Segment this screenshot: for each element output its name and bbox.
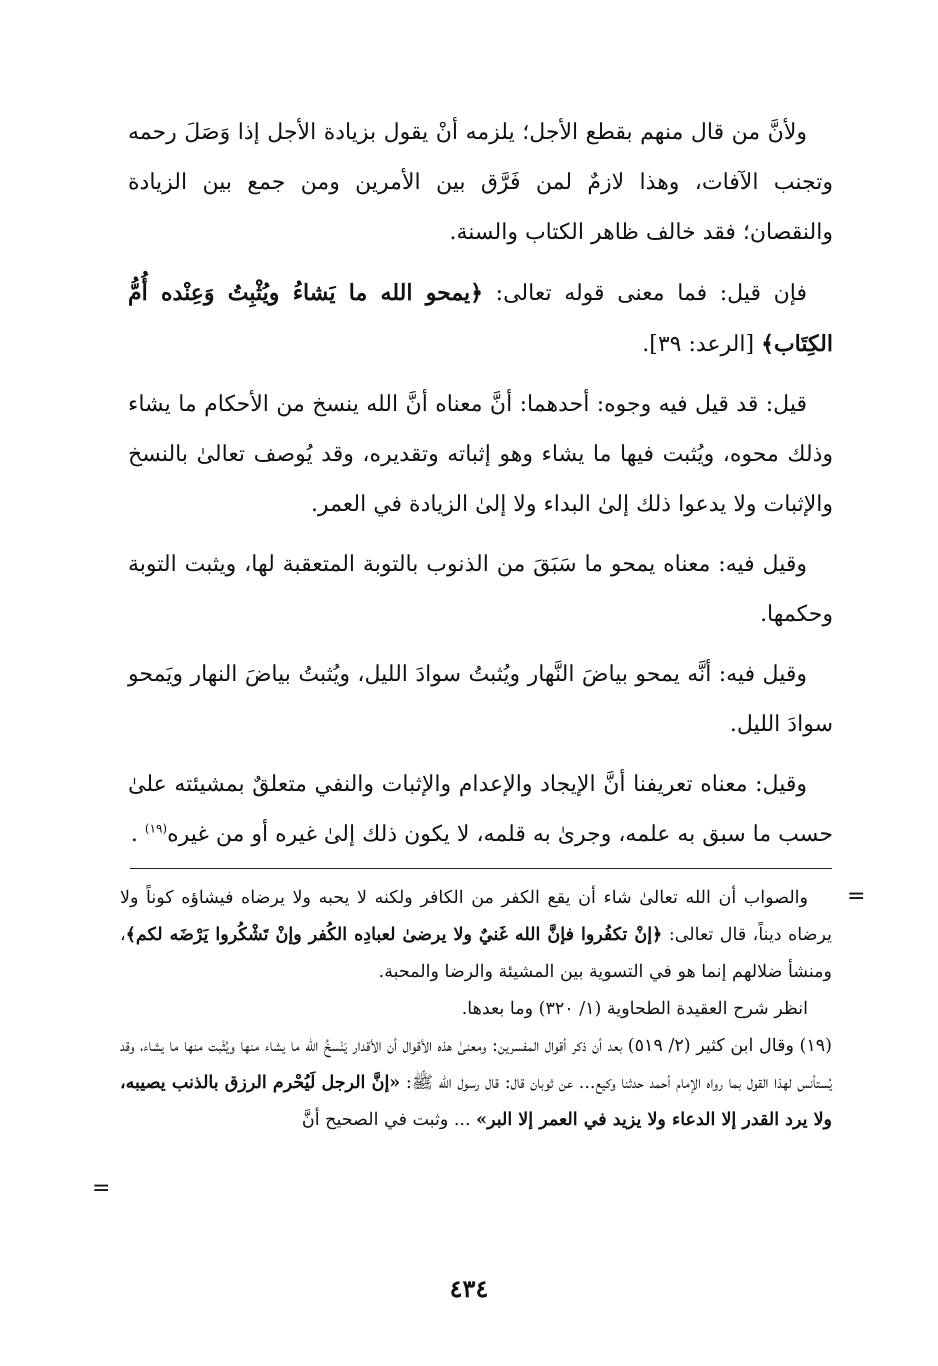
footnote-source: انظر شرح العقيدة الطحاوية (١/ ٣٢٠) وما بعدها. bbox=[461, 999, 808, 1019]
footnote-mark-19[interactable]: (١٩) bbox=[144, 821, 168, 836]
paragraph-2 bbox=[128, 268, 833, 370]
footnotes bbox=[120, 880, 832, 1139]
footnote-19-number: (١٩) bbox=[799, 1036, 832, 1056]
page-number: ٤٣٤ bbox=[449, 1274, 489, 1303]
continues-marker: = bbox=[92, 1176, 111, 1201]
footnote-quran-verse: ﴿إنْ تكفُروا فإنَّ الله غَنيٌ ولا يرضىٰ لعبادِه الكُفر وإنْ تَشْكُروا يَرْضَه لكم﴾ bbox=[125, 925, 663, 945]
main-text bbox=[128, 108, 833, 870]
quran-verse: ﴿يمحو الله ما يَشاءُ ويُثْبِتُ وَعِنْده أُمُّ الكِتَاب﴾ bbox=[128, 280, 833, 357]
paragraph-1: ولأنَّ من قال منهم بقطع الأجل؛ يلزمه أنْ يقول بزيادة الأجل إذا وَصَلَ رحمه وتجنب الآفات، وهذا لازمٌ لمن فَرَّق بين الأمرين ومن جمع بين الزيادة والنقصان؛ فقد خالف ظاهر الكتاب والسنة. bbox=[128, 120, 833, 245]
footnote-cont-text-2: ، ومنشأ ضلالهم إنما هو في التسوية بين المشيئة والرضا والمحبة. bbox=[120, 925, 832, 982]
footnote-separator bbox=[130, 868, 832, 869]
footnote-19-text-1: وقال ابن كثير (٢/ ٥١٩) بعد أن ذكر أقوال المفسرين: ومعنىٰ هذه الأقوال أن الأقدار يَنْسخُ الله ما يشاء منها ويُثْبت منها ما يشاء، وقد يُستأنس لهذا القول بما رواه الإمام أحمد حدثنا وكيع... عن ثوبان قال: قال رسول الله ﷺ: bbox=[120, 1036, 832, 1093]
footnote-19 bbox=[120, 1028, 832, 1139]
question-text: فإن قيل: فما معنى قوله تعالى: bbox=[495, 281, 807, 306]
footnote-continuation bbox=[120, 880, 832, 991]
paragraph-5: وقيل فيه: أنَّه يمحو بياضَ النَّهار ويُثبتُ سوادَ الليل، ويُثبتُ بياضَ النهار ويَمحو سوادَ الليل. bbox=[128, 662, 833, 737]
footnote-19-text-2: ... وثبت في الصحيح أنَّ bbox=[301, 1110, 471, 1130]
paragraph-4: وقيل فيه: معناه يمحو ما سَبَقَ من الذنوب بالتوبة المتعقبة لها، ويثبت التوبة وحكمها. bbox=[128, 552, 833, 627]
paragraph-6 bbox=[128, 760, 833, 860]
continuation-marker: = bbox=[847, 884, 866, 909]
paragraph-6-end: . bbox=[130, 822, 138, 847]
footnote-19-hadith: «إنَّ الرجل لَيُحْرم الرزق بالذنب يصيبه، ولا يرد القدر إلا الدعاء ولا يزيد في العمر إلا البر» bbox=[120, 1073, 832, 1130]
footnote-cont-text-1: والصواب أن الله تعالىٰ شاء أن يقع الكفر من الكافر ولكنه لا يحبه ولا يرضاه فيشاؤه كوناً ولا يرضاه ديناً، قال تعالى: bbox=[120, 888, 832, 945]
verse-reference: [الرعد: ٣٩]. bbox=[642, 332, 755, 357]
paragraph-3: قيل: قد قيل فيه وجوه: أحدهما: أنَّ معناه أنَّ الله ينسخ من الأحكام ما يشاء وذلك محوه، ويُثبت فيها ما يشاء وهو إثباته وتقديره، وقد يُوصف تعالىٰ بالنسخ والإثبات ولا يدعوا ذلك إلىٰ البداء ولا إلىٰ الزيادة في العمر. bbox=[128, 392, 833, 517]
paragraph-6-text: وقيل: معناه تعريفنا أنَّ الإيجاد والإعدام والإثبات والنفي متعلقٌ بمشيئته علىٰ حسب ما سبق به علمه، وجرىٰ به قلمه، لا يكون ذلك إلىٰ غيره أو من غيره bbox=[128, 772, 833, 847]
